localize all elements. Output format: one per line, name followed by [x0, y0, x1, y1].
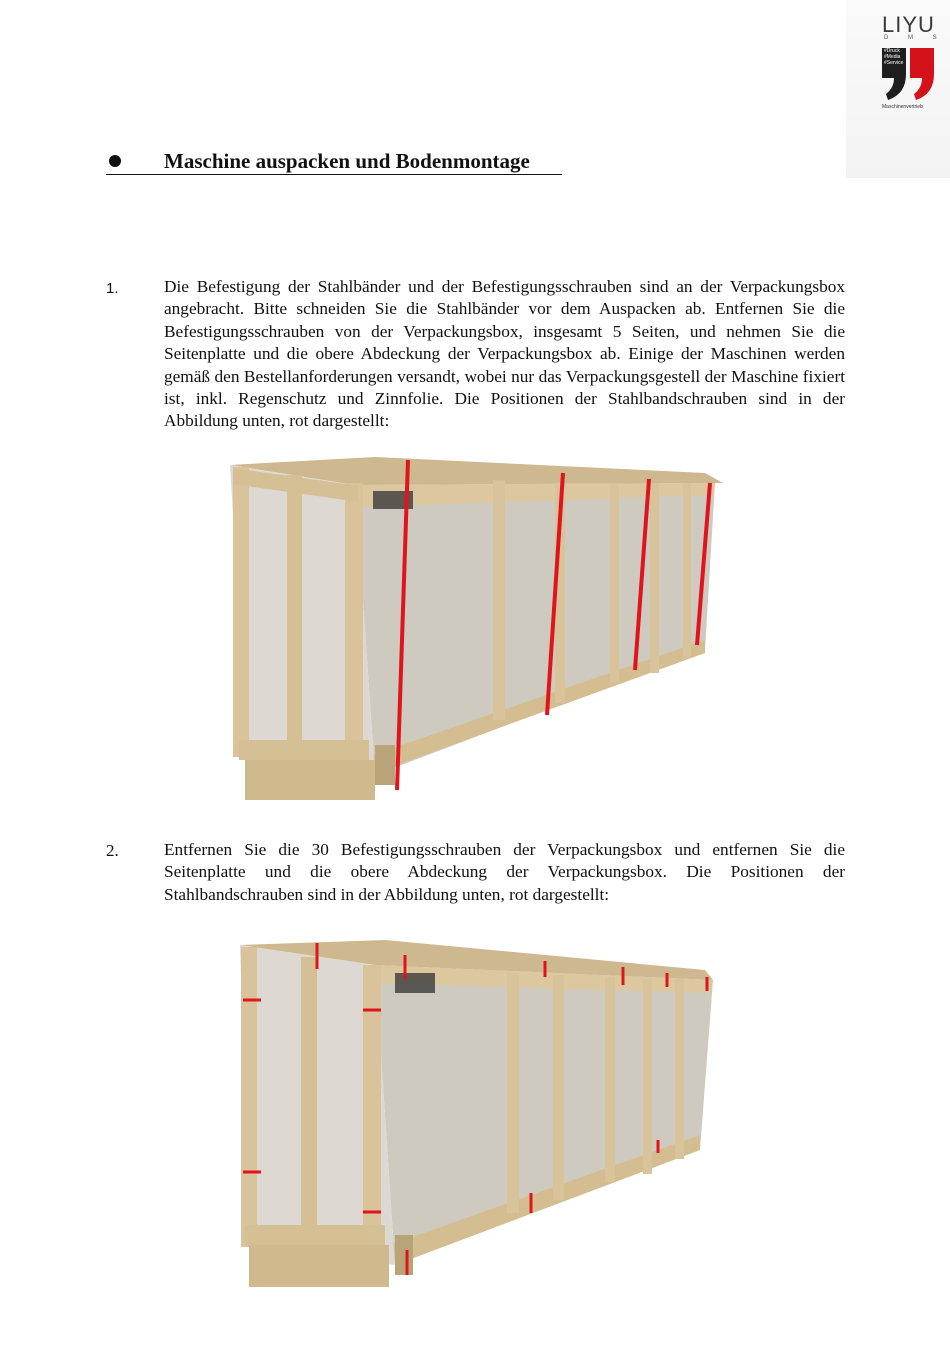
- step-text: Entfernen Sie die 30 Befestigungsschrauben der Verpackungsbox und entfernen Sie die Seitenplatte und die obere Abdeckung der Verpackungsbox. Die Positionen der Stahlbandschrauben sind in der Abbildung unten, rot dargestellt:: [164, 840, 845, 904]
- bullet-icon: [109, 155, 121, 167]
- section-title: Maschine auspacken und Bodenmontage: [164, 149, 530, 173]
- crate-photo-straps: [225, 455, 725, 810]
- logo-tag: #Service: [884, 60, 904, 66]
- section-heading: [106, 148, 562, 175]
- step-number: 1.: [106, 280, 119, 297]
- step-number: 2.: [106, 841, 119, 860]
- step-text: Die Befestigung der Stahlbänder und der Befestigungsschrauben sind an der Verpackungsbox angebracht. Bitte schneiden Sie die Stahlbänder vor dem Auspacken ab. Entfernen Sie die Befestigungsschrauben von der Verpackungsbox, insgesamt 5 Seiten, und nehmen Sie die Seitenplatte und die obere Abdeckung der Verpackungsbox ab. Einige der Maschinen werden gemäß den Bestellanforderungen versandt, wobei nur das Verpackungsgestell der Maschine fixiert ist, inkl. Regenschutz und Zinnfolie. Die Positionen der Stahlbandschrauben sind in der Abbildung unten, rot dargestellt:: [164, 277, 845, 431]
- crate-photo-screws: [235, 935, 725, 1297]
- logo-brand: LIYU: [882, 12, 935, 37]
- logo-tag: #Druck: [884, 48, 900, 54]
- logo-tagline: Maschinenvertrieb: [882, 104, 923, 110]
- logo-tags: [884, 48, 903, 66]
- logo-sub: D M S: [884, 35, 946, 41]
- company-logo: [846, 0, 950, 178]
- logo-tag: #Media: [884, 54, 901, 60]
